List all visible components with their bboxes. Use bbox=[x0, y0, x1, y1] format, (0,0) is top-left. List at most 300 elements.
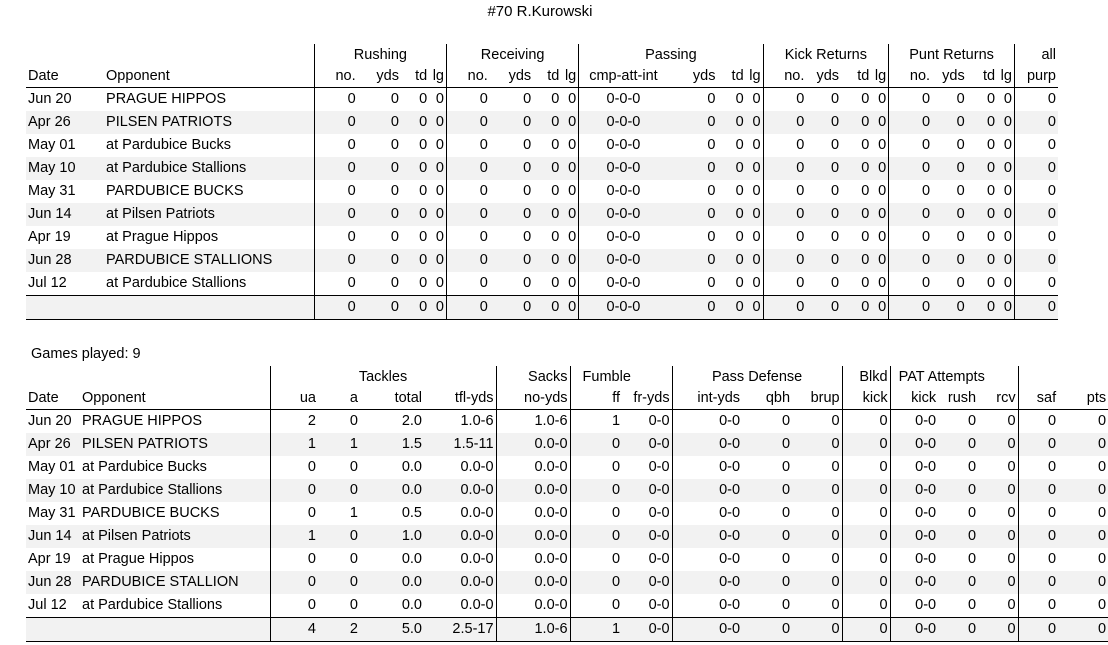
stat-cell: 0-0 bbox=[648, 459, 670, 475]
stat-cell: 0 bbox=[401, 203, 429, 226]
defense-stats-table bbox=[26, 366, 1108, 642]
stat-cell: 0 bbox=[792, 479, 842, 502]
stat-cell: 0-0 bbox=[890, 502, 938, 525]
stat-cell: 0 bbox=[889, 134, 932, 157]
stat-cell: 0-0-0 bbox=[579, 203, 668, 226]
column-header: Date bbox=[26, 66, 104, 88]
stat-cell: 0.0-0 bbox=[460, 459, 494, 475]
stat-cell: 0 bbox=[1003, 183, 1012, 199]
stat-cell: 0-0 bbox=[890, 525, 938, 548]
group-pass-defense: Pass Defense bbox=[672, 366, 842, 388]
stat-cell: 0 bbox=[889, 180, 932, 203]
stat-cell: 0 bbox=[1098, 597, 1107, 613]
stat-cell: 0 bbox=[1098, 459, 1107, 475]
stat-cell: 0 bbox=[830, 183, 840, 199]
group-tackles: Tackles bbox=[270, 366, 496, 388]
stat-cell: 0 bbox=[447, 226, 490, 249]
stat-cell: 0 bbox=[561, 203, 578, 226]
stat-cell: 0 bbox=[668, 249, 718, 272]
defense-column-header-row bbox=[26, 388, 1108, 410]
stat-cell: 0 bbox=[561, 249, 578, 272]
stat-cell: 0 bbox=[763, 249, 806, 272]
stat-cell: 0 bbox=[841, 249, 871, 272]
stat-cell: 0 bbox=[314, 111, 357, 134]
stat-cell: 0 bbox=[568, 137, 577, 153]
date-cell: May 01 bbox=[28, 137, 76, 153]
stat-cell: 0 bbox=[842, 618, 890, 642]
stat-cell: 0 bbox=[997, 157, 1014, 180]
stat-cell: 0 bbox=[968, 505, 977, 521]
stat-cell: 0.0 bbox=[360, 571, 424, 594]
stat-cell: 0 bbox=[447, 111, 490, 134]
stat-cell: 0 bbox=[932, 296, 967, 320]
stat-cell: 0 bbox=[435, 183, 444, 199]
stat-cell: 0 bbox=[314, 134, 357, 157]
stat-cell: 0 bbox=[978, 618, 1018, 642]
stat-cell: 0-0-0 bbox=[579, 180, 668, 203]
stat-cell: 0 bbox=[1058, 571, 1108, 594]
stat-cell: 0 bbox=[668, 157, 718, 180]
column-header: cmp-att-int bbox=[579, 66, 668, 88]
column-header: Opponent bbox=[80, 388, 270, 410]
stat-cell: 0 bbox=[746, 296, 763, 320]
stat-cell: 0 bbox=[842, 525, 890, 548]
stat-cell: 0 bbox=[830, 275, 840, 291]
stat-cell: 0 bbox=[831, 551, 840, 567]
stat-cell: 0 bbox=[551, 275, 560, 291]
stat-cell: 0 bbox=[932, 249, 967, 272]
column-header: kick bbox=[890, 388, 938, 410]
stat-cell: 0 bbox=[987, 91, 996, 107]
stat-cell: 0 bbox=[752, 137, 761, 153]
stat-cell: 0 bbox=[752, 229, 761, 245]
date-cell: Jul 12 bbox=[28, 597, 67, 613]
stat-cell: 0 bbox=[447, 203, 490, 226]
stat-cell: 0 bbox=[889, 203, 932, 226]
group-pat-attempts: PAT Attempts bbox=[890, 366, 1018, 388]
stat-cell: 1.0-6 bbox=[496, 410, 570, 434]
stat-cell: 0 bbox=[1003, 229, 1012, 245]
column-header: yds bbox=[490, 66, 533, 88]
stat-cell: 0 bbox=[938, 433, 978, 456]
stat-cell: 0-0 bbox=[622, 571, 672, 594]
stat-cell: 0 bbox=[742, 479, 792, 502]
stat-cell: 0-0 bbox=[890, 479, 938, 502]
stat-cell: 0 bbox=[401, 296, 429, 320]
stat-cell: 0 bbox=[763, 296, 806, 320]
stat-cell: 0 bbox=[861, 229, 870, 245]
column-header: brup bbox=[792, 388, 842, 410]
stat-cell: 0 bbox=[878, 137, 887, 153]
stat-cell: 0 bbox=[568, 229, 577, 245]
opponent-cell: at Pardubice Bucks bbox=[106, 137, 231, 153]
date-cell: Jun 20 bbox=[28, 413, 72, 429]
stat-cell: 0 bbox=[997, 111, 1014, 134]
stat-cell: 0 bbox=[792, 571, 842, 594]
stat-cell: 0 bbox=[568, 183, 577, 199]
stat-cell: 0 bbox=[419, 183, 428, 199]
stat-cell: 0 bbox=[871, 111, 888, 134]
stat-cell: 0 bbox=[349, 597, 358, 613]
date-cell: Jun 20 bbox=[28, 91, 72, 107]
stat-cell: 0 bbox=[717, 111, 745, 134]
stat-cell: 0 bbox=[1014, 203, 1058, 226]
totals-row bbox=[26, 296, 1058, 320]
stat-cell: 0 bbox=[742, 433, 792, 456]
stat-cell: 0 bbox=[792, 618, 842, 642]
stat-cell: 0-0 bbox=[890, 456, 938, 479]
stat-cell: 0 bbox=[1014, 157, 1058, 180]
stat-cell: 0 bbox=[429, 296, 446, 320]
column-header: lg bbox=[997, 66, 1014, 88]
opponent-cell: at Pardubice Stallions bbox=[82, 597, 223, 613]
stat-cell: 0 bbox=[390, 183, 399, 199]
stat-cell: 0-0-0 bbox=[579, 296, 668, 320]
stat-cell: 0-0-0 bbox=[579, 88, 668, 112]
column-header: ua bbox=[270, 388, 318, 410]
stat-cell: 0 bbox=[1003, 91, 1012, 107]
stat-cell: 0 bbox=[938, 571, 978, 594]
date-cell: Apr 26 bbox=[26, 111, 104, 134]
stat-cell: 0 bbox=[1018, 571, 1058, 594]
column-header: tfl-yds bbox=[424, 388, 496, 410]
stat-cell: 0 bbox=[1014, 180, 1058, 203]
stat-cell: 0-0 bbox=[672, 618, 742, 642]
stat-cell: 0.0-0 bbox=[496, 479, 570, 502]
stat-cell: 0 bbox=[349, 459, 358, 475]
stat-cell: 0 bbox=[447, 180, 490, 203]
table-row bbox=[26, 249, 1058, 272]
stat-cell: 0 bbox=[1007, 551, 1016, 567]
stat-cell: 0 bbox=[997, 249, 1014, 272]
table-row bbox=[26, 571, 1108, 594]
stat-cell: 0 bbox=[763, 134, 806, 157]
stat-cell: 0.0-0 bbox=[424, 571, 496, 594]
stat-cell: 0 bbox=[889, 296, 932, 320]
stat-cell: 0 bbox=[742, 571, 792, 594]
stat-cell: 1.5 bbox=[360, 433, 424, 456]
stat-cell: 0 bbox=[435, 137, 444, 153]
stat-cell: 0.0-0 bbox=[460, 551, 494, 567]
stat-cell: 1 bbox=[349, 505, 358, 521]
table-row bbox=[26, 594, 1108, 618]
column-header: fr-yds bbox=[622, 388, 672, 410]
stat-cell: 0 bbox=[763, 272, 806, 296]
table-row bbox=[26, 180, 1058, 203]
stat-cell: 0 bbox=[792, 433, 842, 456]
column-header: rcv bbox=[978, 388, 1018, 410]
table-row bbox=[26, 88, 1058, 112]
date-cell: May 31 bbox=[28, 505, 76, 521]
stat-cell: 0.0-0 bbox=[496, 548, 570, 571]
stat-cell: 0.0-0 bbox=[424, 525, 496, 548]
stat-cell: 0 bbox=[967, 249, 997, 272]
stat-cell: 0-0 bbox=[672, 525, 742, 548]
stat-cell: 0 bbox=[533, 203, 561, 226]
stat-cell: 0 bbox=[551, 183, 560, 199]
group-passing: Passing bbox=[579, 44, 763, 66]
stat-cell: 0 bbox=[447, 249, 490, 272]
stat-cell: 0 bbox=[717, 249, 745, 272]
opponent-cell: at Pardubice Stallions bbox=[106, 275, 247, 291]
games-played: Games played: 9 bbox=[31, 346, 141, 362]
table-row bbox=[26, 203, 1058, 226]
stat-cell: 0-0 bbox=[672, 594, 742, 618]
stat-cell: 0 bbox=[938, 479, 978, 502]
stat-cell: 0 bbox=[932, 111, 967, 134]
stat-cell: 0 bbox=[358, 296, 401, 320]
table-row bbox=[26, 548, 1108, 571]
column-header: td bbox=[967, 66, 997, 88]
stat-cell: 0 bbox=[968, 413, 977, 429]
stat-cell: 0 bbox=[871, 203, 888, 226]
stat-cell: 0 bbox=[806, 296, 841, 320]
stat-cell: 0 bbox=[746, 157, 763, 180]
stat-cell: 0 bbox=[781, 551, 791, 567]
table-row bbox=[26, 433, 1108, 456]
stat-cell: 0 bbox=[763, 226, 806, 249]
stat-cell: 0 bbox=[349, 413, 358, 429]
stat-cell: 0 bbox=[429, 249, 446, 272]
stat-cell: 0-0 bbox=[672, 410, 742, 434]
stat-cell: 0 bbox=[435, 91, 444, 107]
stat-cell: 0 bbox=[841, 111, 871, 134]
stat-cell: 0 bbox=[570, 479, 622, 502]
opponent-cell: at Pardubice Bucks bbox=[82, 459, 207, 475]
stat-cell: 0 bbox=[932, 157, 967, 180]
stat-cell: 0 bbox=[270, 502, 318, 525]
stat-cell: 0 bbox=[1014, 272, 1058, 296]
stat-cell: 2 bbox=[318, 618, 360, 642]
stat-cell: 0 bbox=[842, 594, 890, 618]
stat-cell: 0 bbox=[707, 183, 716, 199]
stat-cell: 0 bbox=[842, 548, 890, 571]
stat-cell: 0.0-0 bbox=[424, 479, 496, 502]
stat-cell: 0 bbox=[318, 479, 360, 502]
stat-cell: 0 bbox=[1058, 479, 1108, 502]
stat-cell: 0 bbox=[831, 505, 840, 521]
stat-cell: 0 bbox=[419, 275, 428, 291]
stat-cell: 0 bbox=[707, 229, 716, 245]
stat-cell: 0 bbox=[1003, 275, 1012, 291]
stat-cell: 0 bbox=[314, 203, 357, 226]
stat-cell: 0-0-0 bbox=[579, 111, 668, 134]
stat-cell: 0 bbox=[842, 571, 890, 594]
stat-cell: 0 bbox=[551, 91, 560, 107]
stat-cell: 0 bbox=[533, 249, 561, 272]
stat-cell: 1.0-6 bbox=[496, 618, 570, 642]
stat-cell: 0 bbox=[781, 413, 791, 429]
stat-cell: 0 bbox=[997, 203, 1014, 226]
stat-cell: 0 bbox=[746, 203, 763, 226]
stat-cell: 0 bbox=[746, 249, 763, 272]
stat-cell: 0 bbox=[1018, 618, 1058, 642]
stat-cell: 0 bbox=[390, 91, 399, 107]
stat-cell: 0 bbox=[806, 249, 841, 272]
opponent-cell: PILSEN PATRIOTS bbox=[80, 433, 270, 456]
stat-cell: 0 bbox=[668, 296, 718, 320]
stat-cell: 0 bbox=[861, 137, 870, 153]
stat-cell: 0 bbox=[523, 183, 532, 199]
stat-cell: 0 bbox=[978, 479, 1018, 502]
opponent-cell: PRAGUE HIPPOS bbox=[82, 413, 203, 429]
column-header: ff bbox=[570, 388, 622, 410]
stat-cell: 0-0-0 bbox=[579, 226, 668, 249]
opponent-cell: at Pilsen Patriots bbox=[104, 203, 314, 226]
stat-cell: 0 bbox=[401, 157, 429, 180]
stat-cell: 0 bbox=[781, 597, 791, 613]
stat-cell: 0 bbox=[447, 157, 490, 180]
stat-cell: 0 bbox=[390, 275, 399, 291]
opponent-cell bbox=[104, 296, 314, 320]
stat-cell: 0 bbox=[490, 157, 533, 180]
stat-cell: 0.0 bbox=[360, 479, 424, 502]
stat-cell: 0.0-0 bbox=[460, 597, 494, 613]
column-header: yds bbox=[358, 66, 401, 88]
table-row bbox=[26, 525, 1108, 548]
stat-cell: 1 bbox=[318, 433, 360, 456]
stat-cell: 0 bbox=[390, 229, 399, 245]
stat-cell: 0 bbox=[447, 134, 490, 157]
column-header: yds bbox=[668, 66, 718, 88]
date-cell bbox=[26, 618, 80, 642]
stat-cell: 0 bbox=[889, 111, 932, 134]
stat-cell: 0 bbox=[717, 296, 745, 320]
column-header: Opponent bbox=[104, 66, 314, 88]
opponent-cell: PARDUBICE STALLIONS bbox=[104, 249, 314, 272]
stat-cell: 0 bbox=[447, 272, 490, 296]
stat-cell: 0 bbox=[561, 157, 578, 180]
stat-cell: 0 bbox=[1014, 226, 1058, 249]
column-header: yds bbox=[806, 66, 841, 88]
stat-cell: 0 bbox=[318, 571, 360, 594]
stat-cell: 0 bbox=[752, 275, 761, 291]
stat-cell: 0 bbox=[1098, 551, 1107, 567]
stat-cell: 0 bbox=[842, 456, 890, 479]
opponent-cell: at Pardubice Stallions bbox=[80, 479, 270, 502]
stat-cell: 0 bbox=[735, 229, 744, 245]
stat-cell: 0 bbox=[978, 433, 1018, 456]
column-header: td bbox=[533, 66, 561, 88]
stat-cell: 0 bbox=[792, 525, 842, 548]
stat-cell: 0 bbox=[735, 183, 744, 199]
defense-group-header-row bbox=[26, 366, 1108, 388]
column-header: saf bbox=[1018, 388, 1058, 410]
opponent-cell: at Pardubice Stallions bbox=[104, 157, 314, 180]
stat-cell: 0 bbox=[763, 203, 806, 226]
opponent-cell bbox=[80, 618, 270, 642]
stat-cell: 0 bbox=[419, 91, 428, 107]
stat-cell: 0 bbox=[956, 183, 965, 199]
date-cell: May 10 bbox=[26, 157, 104, 180]
stat-cell: 0 bbox=[763, 180, 806, 203]
stat-cell: 0 bbox=[842, 433, 890, 456]
stat-cell: 0 bbox=[1018, 410, 1058, 434]
stat-cell: 0 bbox=[401, 111, 429, 134]
stat-cell: 0.0-0 bbox=[460, 505, 494, 521]
stat-cell: 0 bbox=[270, 456, 318, 479]
table-row bbox=[26, 134, 1058, 157]
stat-cell: 0-0 bbox=[672, 479, 742, 502]
stat-cell: 0 bbox=[861, 91, 870, 107]
group-fumble: Fumble bbox=[570, 366, 672, 388]
offense-rows bbox=[26, 88, 1058, 320]
date-cell: May 31 bbox=[28, 183, 76, 199]
stat-cell: 0 bbox=[987, 137, 996, 153]
column-header: rush bbox=[938, 388, 978, 410]
stat-cell: 0 bbox=[318, 525, 360, 548]
date-cell: Apr 19 bbox=[28, 551, 71, 567]
stat-cell: 0 bbox=[717, 157, 745, 180]
stat-cell: 0 bbox=[781, 505, 791, 521]
stat-cell: 0 bbox=[967, 203, 997, 226]
group-punt-returns: Punt Returns bbox=[889, 44, 1015, 66]
stat-cell: 0 bbox=[523, 137, 532, 153]
stat-cell: 0 bbox=[841, 203, 871, 226]
stat-cell: 0 bbox=[735, 137, 744, 153]
stat-cell: 0-0 bbox=[672, 502, 742, 525]
stat-cell: 0 bbox=[968, 551, 977, 567]
column-header: a bbox=[318, 388, 360, 410]
stat-cell: 0 bbox=[1018, 594, 1058, 618]
stat-cell: 0-0 bbox=[622, 433, 672, 456]
stat-cell: 0 bbox=[314, 272, 357, 296]
stat-cell: 0.0-0 bbox=[496, 571, 570, 594]
stat-cell: 0 bbox=[429, 157, 446, 180]
table-row bbox=[26, 410, 1108, 434]
stat-cell: 0 bbox=[1007, 413, 1016, 429]
stat-cell: 0 bbox=[490, 203, 533, 226]
stat-cell: 0 bbox=[956, 275, 965, 291]
opponent-cell: PARDUBICE BUCKS bbox=[82, 505, 220, 521]
column-header: lg bbox=[746, 66, 763, 88]
group-receiving: Receiving bbox=[447, 44, 579, 66]
stat-cell: 0 bbox=[752, 91, 761, 107]
stat-cell: 0 bbox=[1007, 459, 1016, 475]
stat-cell: 2.5-17 bbox=[424, 618, 496, 642]
stat-cell: 0 bbox=[429, 203, 446, 226]
stat-cell: 0 bbox=[746, 111, 763, 134]
table-row bbox=[26, 111, 1058, 134]
stat-cell: 0 bbox=[270, 548, 318, 571]
stat-cell: 0 bbox=[707, 275, 716, 291]
stat-cell: 0 bbox=[568, 91, 577, 107]
group-blkd: Blkd bbox=[842, 366, 890, 388]
stat-cell: 0 bbox=[314, 180, 357, 203]
stat-cell: 0-0 bbox=[622, 479, 672, 502]
stat-cell: 0 bbox=[956, 91, 965, 107]
stat-cell: 1 bbox=[570, 618, 622, 642]
column-header: no. bbox=[763, 66, 806, 88]
date-cell: May 10 bbox=[26, 479, 80, 502]
stat-cell: 0 bbox=[1018, 548, 1058, 571]
group-sacks: Sacks bbox=[496, 366, 570, 388]
stat-cell: 0 bbox=[878, 183, 887, 199]
stat-cell: 0 bbox=[842, 410, 890, 434]
opponent-cell: PARDUBICE STALLION bbox=[80, 571, 270, 594]
stat-cell: 0-0 bbox=[672, 548, 742, 571]
column-header: purp bbox=[1014, 66, 1058, 88]
stat-cell: 0 bbox=[871, 296, 888, 320]
stat-cell: 0 bbox=[871, 249, 888, 272]
stat-cell: 0 bbox=[967, 296, 997, 320]
date-cell: Jun 28 bbox=[26, 249, 104, 272]
table-row bbox=[26, 157, 1058, 180]
stat-cell: 0 bbox=[490, 111, 533, 134]
stat-cell: 0.0-0 bbox=[496, 502, 570, 525]
defense-rows bbox=[26, 410, 1108, 642]
stat-cell: 0 bbox=[570, 525, 622, 548]
